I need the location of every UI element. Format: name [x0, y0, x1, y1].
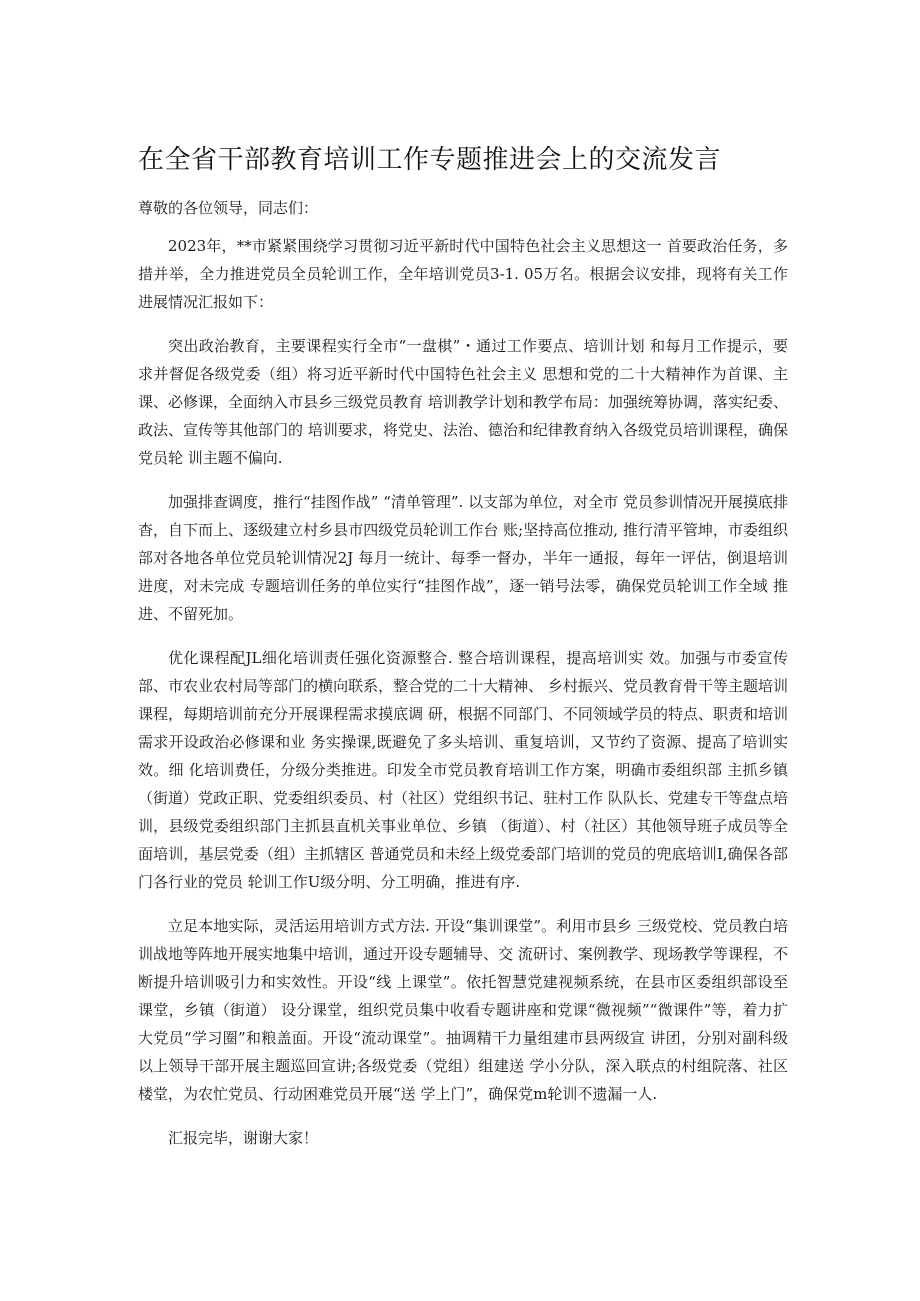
paragraph-scheduling: 加强排查调度，推行“挂图作战” “清单管理”. 以支部为单位，对全市 党员参训情况开展摸底排杳，自下而上、逐级建立村乡县市四级党员轮训工作台 账;坚持高位推动, 推行清平管坤，市委组织部对各地各单位党员轮训情况2J 每月一统计、每季一督办，半年一通报，每年一评估，倒退培训进度，对未完成 专题培训任务的单位实行“挂图作战”，逐一销号法零，确保党员轮训工作全域 推进、不留死加。: [138, 493, 788, 623]
salutation: 尊敬的各位领导，同志们：: [138, 199, 319, 217]
paragraph-closing: 汇报完毕，谢谢大家！: [168, 1129, 319, 1147]
paragraph-training-methods: 立足本地实际，灵活运用培训方式方法. 开设“集训课堂”。利用市县乡 三级党校、党员教白培训战地等阵地开展实地集中培训，通过开设专题辅导、交 流研讨、案例教学、现场教学等课程，不断提升培训吸引力和实效性。开设“线 上课堂”。依托智慧党建视频系统，在县市区委组织部设至课堂，乡镇（街道） 设分课堂，组织党员集中收看专题讲座和党课“微视频”“微课件”等，着力扩 大党员“学习圈”和粮盖面。开设“流动课堂”。抽调精干力量组建市县两级宣 讲团，分别对副科级以上领导干部开展主题巡回宣讲;各级党委（党组）组建送 学小分队，深入联点的村组院落、社区楼堂，为农忙党员、行动困难党员开展“送 学上门”，确保党m轮训不遗漏一人.: [138, 917, 788, 1103]
paragraph-political-education: 突出政治教育，主要课程实行全市“一盘棋”・通过工作要点、培训计划 和每月工作提示，要求并督促各级党委（组）将习近平新时代中国特色社会主义 思想和党的二十大精神作为首课、主课、必修课，全面纳入市县乡三级党员教育 培训教学计划和教学布局：加强统筹协调，落实纪委、政法、宣传等其他部门的 培训要求，将党史、法治、德治和纪律教育纳入各级党员培训课程，确保党员轮 训主题不偏向.: [138, 337, 788, 467]
paragraph-intro: 2023年，**市紧紧围绕学习贯彻习近平新时代中国特色社会主义思想这一 首要政治任务，多措并举，全力推进党员全员轮训工作，全年培训党员3-1. 05万名。根据会议安排，现将有关工作进展情况汇报如下：: [138, 237, 788, 311]
document-title: 在全省干部教育培训工作专题推进会上的交流发言: [138, 145, 722, 175]
paragraph-curriculum: 优化课程配JL细化培训责任强化资源整合. 整合培训课程，提高培训实 效。加强与市委宣传部、市农业农村局等部门的横向联系，整合党的二十大精神、 乡村振兴、党员教育骨干等主题培训课程，每期培训前充分开展课程需求摸底调 研，根据不同部门、不同领域学员的特点、职责和培训需求开设政治必修课和业 务实操课,既避免了多头培训、重复培训，又节约了资源、提高了培训实效。细 化培训费任，分级分类推进。印发全市党员教育培训工作方案，明确市委组织部 主抓乡镇（街道）党政正职、党委组织委员、村（社区）党组织书记、驻村工作 队队长、党建专干等盘点培训，县级党委组织部门主抓县直机关事业单位、乡镇 （街道）、村（社区）其他领导班子成员等全面培训，基层党委（组）主抓辖区 普通党员和未经上级党委部门培训的党员的兜底培训I,确保各部门各行业的党员 轮训工作U级分明、分工明确，推进有序.: [138, 649, 788, 891]
document-body: [138, 232, 788, 1168]
